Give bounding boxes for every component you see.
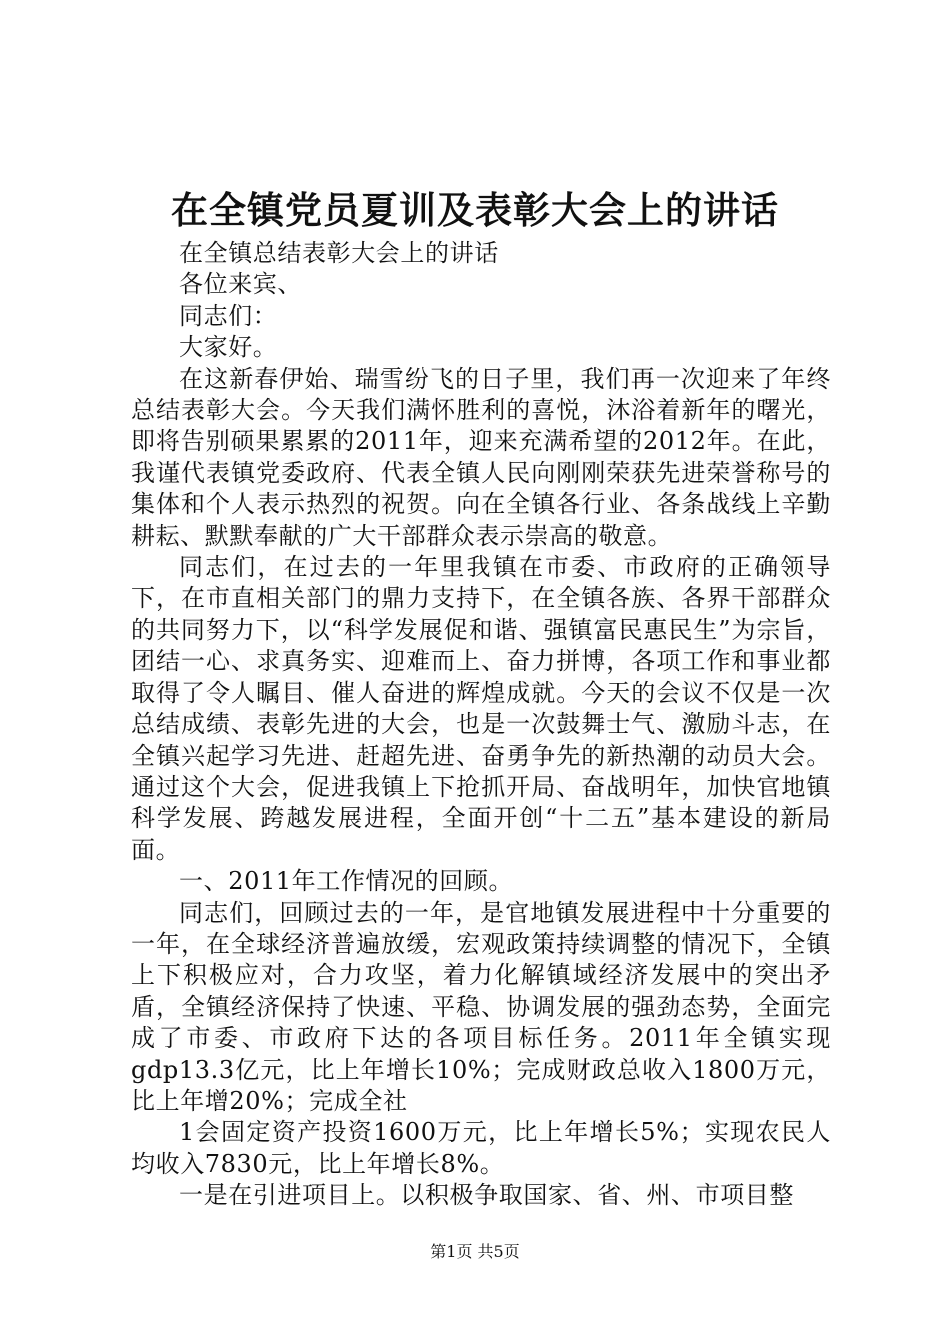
paragraph-greeting: 大家好。 [179, 333, 278, 362]
paragraph-subtitle: 在全镇总结表彰大会上的讲话 [179, 239, 499, 267]
page-footer: 第1页 共5页 [430, 1242, 520, 1261]
paragraph-investment: 1会固定资产投资1600万元，比上年增长5%；实现农民人均收入7830元，比上年增长8%。 [131, 1118, 831, 1178]
paragraph-projects: 一是在引进项目上。以积极争取国家、省、州、市项目整 [179, 1181, 794, 1210]
document-body [131, 238, 831, 1212]
paragraph-opening: 在这新春伊始、瑞雪纷飞的日子里，我们再一次迎来了年终总结表彰大会。今天我们满怀胜利的喜悦，沐浴着新年的曙光，即将告别硕果累累的2011年，迎来充满希望的2012年。在此，我谨代表镇党委政府、代表全镇人民向刚刚荣获先进荣誉称号的集体和个人表示热烈的祝贺。向在全镇各行业、各条战线上辛勤耕耘、默默奉献的广大干部群众表示崇高的敬意。 [131, 364, 831, 550]
paragraph-review: 同志们，回顾过去的一年，是官地镇发展进程中十分重要的一年，在全球经济普遍放缓，宏观政策持续调整的情况下，全镇上下积极应对，合力攻坚，着力化解镇域经济发展中的突出矛盾，全镇经济保持了快速、平稳、协调发展的强劲态势，全面完成了市委、市政府下达的各项目标任务。2011年全镇实现gdp13.3亿元，比上年增长10%；完成财政总收入1800万元，比上年增20%；完成全社 [131, 898, 831, 1115]
document-title: 在全镇党员夏训及表彰大会上的讲话 [171, 188, 779, 232]
paragraph-salutation-guests: 各位来宾、 [179, 270, 302, 299]
paragraph-salutation-comrades: 同志们： [179, 301, 278, 330]
paragraph-achievements: 同志们，在过去的一年里我镇在市委、市政府的正确领导下，在市直相关部门的鼎力支持下，在全镇各族、各界干部群众的共同努力下，以“科学发展促和谐、强镇富民惠民生”为宗旨，团结一心、求真务实、迎难而上、奋力拼博，各项工作和事业都取得了令人瞩目、催人奋进的辉煌成就。今天的会议不仅是一次总结成绩、表彰先进的大会，也是一次鼓舞士气、激励斗志，在全镇兴起学习先进、赶超先进、奋勇争先的新热潮的动员大会。通过这个大会，促进我镇上下抢抓开局、奋战明年，加快官地镇科学发展、跨越发展进程，全面开创“十二五”基本建设的新局面。 [131, 553, 831, 864]
section-heading-review: 一、2011年工作情况的回顾。 [179, 867, 514, 896]
